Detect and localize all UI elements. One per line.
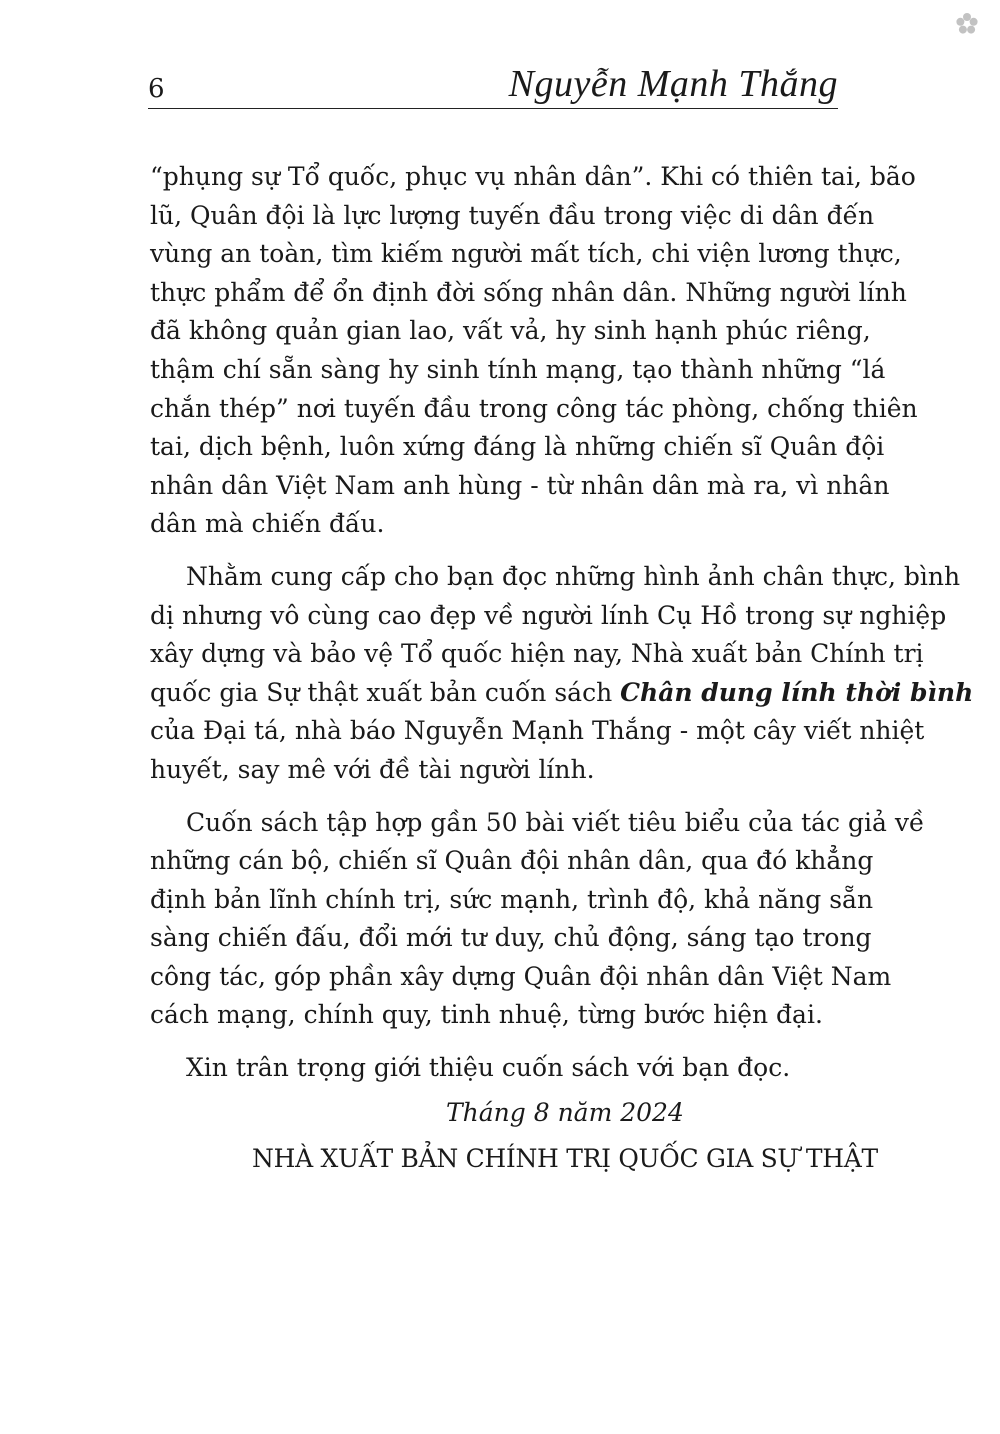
text-line: những cán bộ, chiến sĩ Quân đội nhân dân, qua đó khẳng bbox=[150, 846, 874, 876]
text-line: huyết, say mê với đề tài người lính. bbox=[150, 754, 595, 784]
text-line: của Đại tá, nhà báo Nguyễn Mạnh Thắng - một cây viết nhiệt bbox=[150, 716, 925, 746]
flower-icon bbox=[955, 12, 979, 36]
text-line: lũ, Quân đội là lực lượng tuyến đầu trong việc di dân đến bbox=[150, 200, 875, 230]
text-line: Cuốn sách tập hợp gần 50 bài viết tiêu biểu của tác giả về bbox=[186, 807, 925, 837]
paragraph-1 bbox=[150, 158, 918, 544]
body-text bbox=[150, 158, 974, 1088]
text-line: Nhằm cung cấp cho bạn đọc những hình ảnh chân thực, bình bbox=[186, 561, 961, 591]
text-line: định bản lĩnh chính trị, sức mạnh, trình độ, khả năng sẵn bbox=[150, 884, 874, 914]
signature-publisher: NHÀ XUẤT BẢN CHÍNH TRỊ QUỐC GIA SỰ THẬT bbox=[252, 1144, 878, 1173]
text-line: “phụng sự Tổ quốc, phục vụ nhân dân”. Khi có thiên tai, bão bbox=[150, 162, 916, 191]
text-line: xây dựng và bảo vệ Tổ quốc hiện nay, Nhà xuất bản Chính trị bbox=[150, 639, 924, 669]
text-line: Xin trân trọng giới thiệu cuốn sách với bạn đọc. bbox=[186, 1053, 791, 1083]
text-line: thực phẩm để ổn định đời sống nhân dân. Những người lính bbox=[150, 277, 907, 307]
page-number: 6 bbox=[148, 74, 165, 104]
paragraph-4 bbox=[150, 1049, 836, 1088]
text-line: công tác, góp phần xây dựng Quân đội nhân dân Việt Nam bbox=[150, 961, 892, 991]
running-header-author: Nguyễn Mạnh Thắng bbox=[508, 63, 838, 105]
text-line: dị nhưng vô cùng cao đẹp về người lính Cụ Hồ trong sự nghiệp bbox=[150, 600, 947, 630]
text-fragment: quốc gia Sự thật xuất bản cuốn sách bbox=[150, 677, 621, 707]
text-line-with-title bbox=[150, 674, 974, 713]
signature-date: Tháng 8 năm 2024 bbox=[446, 1098, 684, 1127]
header-rule bbox=[148, 108, 838, 109]
text-line: cách mạng, chính quy, tinh nhuệ, từng bước hiện đại. bbox=[150, 1000, 823, 1030]
text-line: thậm chí sẵn sàng hy sinh tính mạng, tạo thành những “lá bbox=[150, 354, 886, 384]
text-line: tai, dịch bệnh, luôn xứng đáng là những chiến sĩ Quân đội bbox=[150, 432, 885, 462]
text-line: dân mà chiến đấu. bbox=[150, 509, 385, 539]
book-title: Chân dung lính thời bình bbox=[620, 677, 974, 707]
text-line: nhân dân Việt Nam anh hùng - từ nhân dân mà ra, vì nhân bbox=[150, 470, 890, 500]
text-line: vùng an toàn, tìm kiếm người mất tích, chi viện lương thực, bbox=[150, 239, 902, 269]
text-line: đã không quản gian lao, vất vả, hy sinh hạnh phúc riêng, bbox=[150, 316, 871, 346]
paragraph-3 bbox=[150, 804, 925, 1036]
text-line: sàng chiến đấu, đổi mới tư duy, chủ động, sáng tạo trong bbox=[150, 923, 872, 953]
paragraph-2 bbox=[150, 558, 974, 790]
text-line: chắn thép” nơi tuyến đầu trong công tác phòng, chống thiên bbox=[150, 393, 918, 423]
